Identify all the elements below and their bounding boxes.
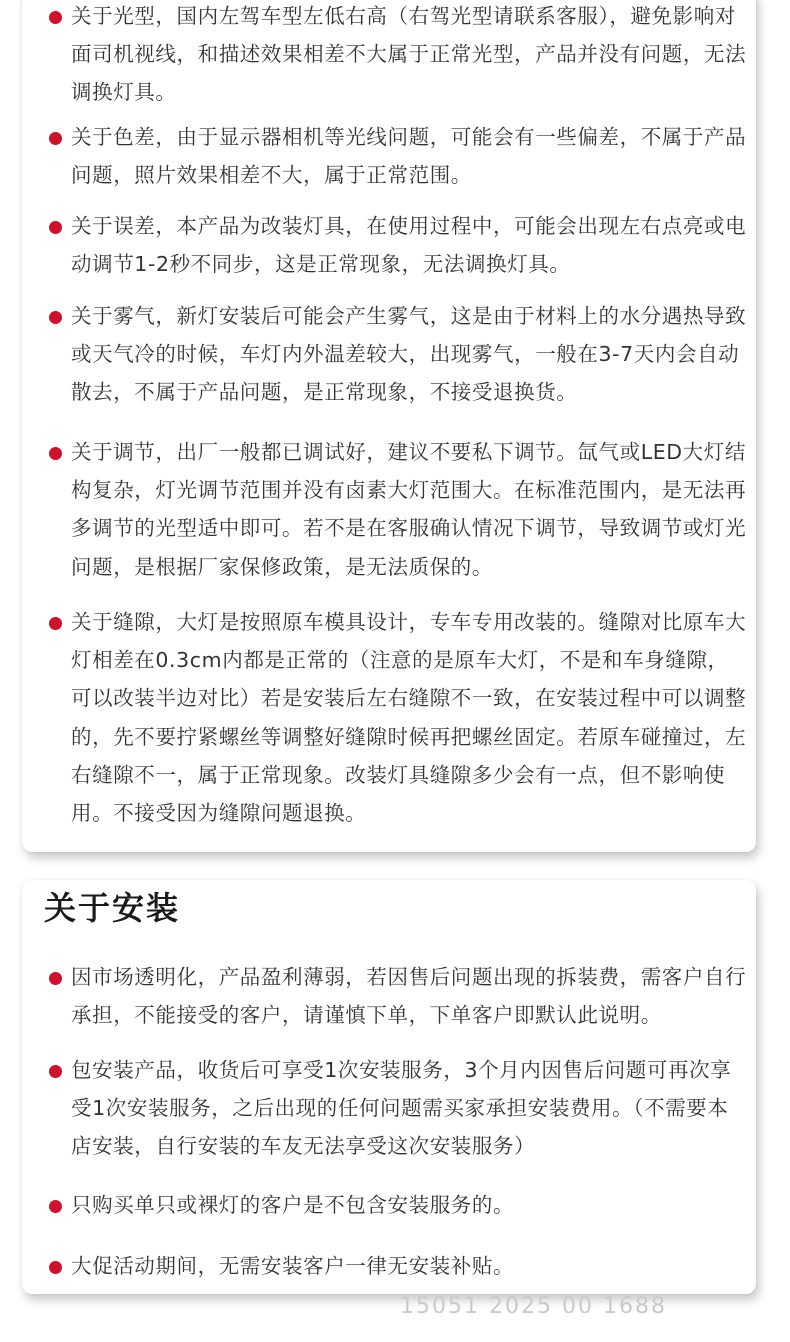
notice-item-text: 只购买单只或裸灯的客户是不包含安装服务的。 xyxy=(71,1193,515,1217)
notice-item-light-pattern xyxy=(49,0,749,112)
notice-item-color-difference xyxy=(49,118,749,194)
notice-item-text: 大促活动期间，无需安装客户一律无安装补贴。 xyxy=(71,1254,515,1278)
watermark-text: 15051 2025 00 1688 xyxy=(400,1294,667,1314)
bullet-dot-icon xyxy=(49,617,62,630)
bullet-dot-icon xyxy=(49,311,62,324)
notice-item-text: 关于缝隙，大灯是按照原车模具设计，专车专用改装的。缝隙对比原车大灯相差在0.3cm内都是正常的（注意的是原车大灯，不是和车身缝隙，可以改装半边对比）若是安装后左右缝隙不一致，在安装过程中可以调整的，先不要拧紧螺丝等调整好缝隙时候再把螺丝固定。若原车碰撞过，左右缝隙不一，属于正常现象。改装灯具缝隙多少会有一点，但不影响使用。不接受因为缝隙问题退换。 xyxy=(71,610,747,826)
bullet-dot-icon xyxy=(49,972,62,985)
bullet-dot-icon xyxy=(49,1261,62,1274)
notice-item-text: 包安装产品，收货后可享受1次安装服务，3个月内因售后问题可再次享受1次安装服务，之后出现的任何问题需买家承担安装费用。（不需要本店安装，自行安装的车友无法享受这次安装服务） xyxy=(71,1058,732,1159)
notice-item-text: 关于光型，国内左驾车型左低右高（右驾光型请联系客服），避免影响对面司机视线，和描述效果相差不大属于正常光型，产品并没有问题，无法调换灯具。 xyxy=(71,4,747,105)
notice-item-gap xyxy=(49,603,749,832)
notice-card-installation xyxy=(22,880,756,1294)
notice-item-fog xyxy=(49,297,749,412)
notice-item-text: 关于色差，由于显示器相机等光线问题，可能会有一些偏差，不属于产品问题，照片效果相差不大，属于正常范围。 xyxy=(71,125,747,188)
bullet-dot-icon xyxy=(49,221,62,234)
bullet-dot-icon xyxy=(49,447,62,460)
notice-item-adjustment xyxy=(49,433,749,586)
notice-item-removal-fee xyxy=(49,958,749,1034)
notice-card-product xyxy=(22,0,756,852)
notice-item-single-lamp xyxy=(49,1186,749,1224)
bullet-dot-icon xyxy=(49,1065,62,1078)
bullet-dot-icon xyxy=(49,11,62,24)
section-title: 关于安装 xyxy=(44,889,181,927)
notice-item-text: 关于雾气，新灯安装后可能会产生雾气，这是由于材料上的水分遇热导致或天气冷的时候，车灯内外温差较大，出现雾气，一般在3-7天内会自动散去，不属于产品问题，是正常现象，不接受退换货。 xyxy=(71,304,747,405)
notice-item-error-tolerance xyxy=(49,207,749,283)
notice-item-install-service xyxy=(49,1051,749,1166)
notice-item-text: 关于误差，本产品为改装灯具，在使用过程中，可能会出现左右点亮或电动调节1-2秒不同步，这是正常现象，无法调换灯具。 xyxy=(71,214,747,277)
notice-item-promotion xyxy=(49,1247,749,1285)
notice-item-text: 因市场透明化，产品盈利薄弱，若因售后问题出现的拆装费，需客户自行承担，不能接受的客户，请谨慎下单，下单客户即默认此说明。 xyxy=(71,965,747,1028)
notice-item-text: 关于调节，出厂一般都已调试好，建议不要私下调节。氙气或LED大灯结构复杂，灯光调节范围并没有卤素大灯范围大。在标准范围内，是无法再多调节的光型适中即可。若不是在客服确认情况下调节，导致调节或灯光问题，是根据厂家保修政策，是无法质保的。 xyxy=(71,440,747,579)
bullet-dot-icon xyxy=(49,1200,62,1213)
bullet-dot-icon xyxy=(49,132,62,145)
